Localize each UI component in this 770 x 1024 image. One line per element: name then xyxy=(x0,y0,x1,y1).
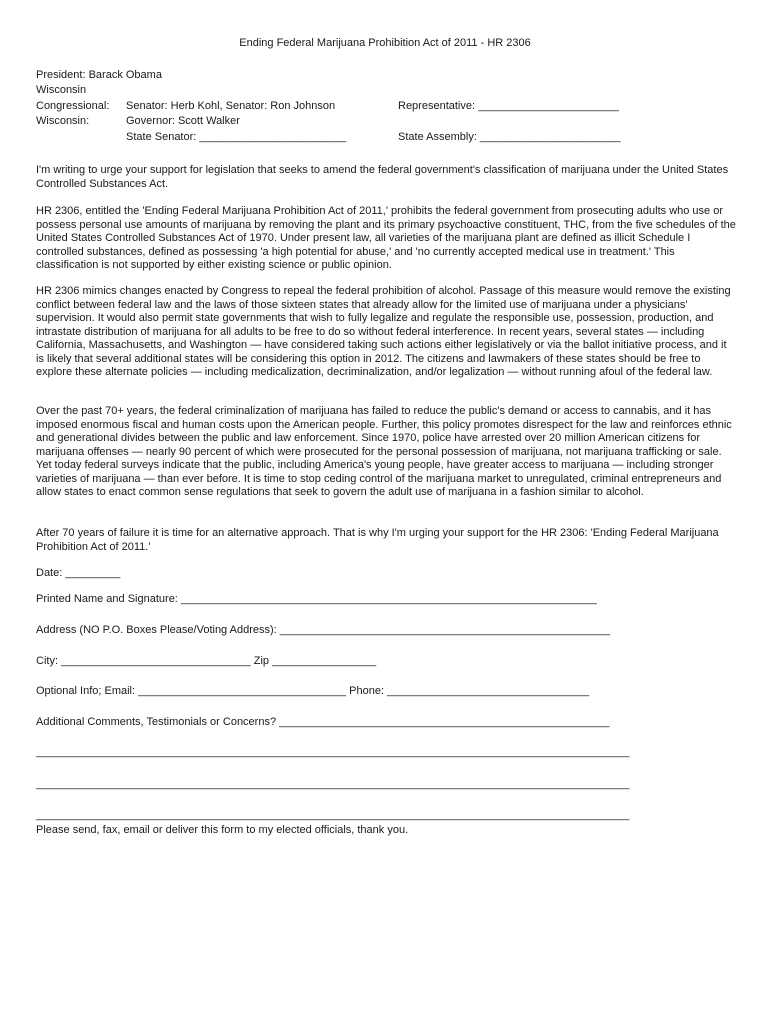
comments-blank-line-3[interactable]: _________________________________________________________________________________________________ xyxy=(36,809,630,821)
representative-line: Representative: _______________________ xyxy=(398,100,619,112)
comments-field[interactable]: Additional Comments, Testimonials or Concerns? ______________________________________________________ xyxy=(36,716,610,728)
state-line: Wisconsin xyxy=(36,84,87,96)
state-label: Wisconsin: xyxy=(36,115,90,127)
state-senator-line: State Senator: ________________________ xyxy=(126,131,347,143)
city-zip-field[interactable]: City: _______________________________ Zip _________________ xyxy=(36,655,377,667)
state-assembly-line: State Assembly: _______________________ xyxy=(398,131,621,143)
paragraph-intro: I'm writing to urge your support for legislation that seeks to amend the federal government's classification of marijuana under the United States Controlled Substances Act. xyxy=(36,164,729,190)
address-field[interactable]: Address (NO P.O. Boxes Please/Voting Address): ______________________________________________________ xyxy=(36,624,611,636)
congressional-label: Congressional: xyxy=(36,100,110,112)
comments-blank-line-1[interactable]: _________________________________________________________________________________________________ xyxy=(36,746,630,758)
paragraph-bill-description: HR 2306, entitled the 'Ending Federal Marijuana Prohibition Act of 2011,' prohibits the federal government from prosecuting adults who use or possess personal use amounts of marijuana by removing the plant and its primary psychoactive constituent, THC, from the five schedules of the United States Controlled Substances Act of 1970. Under present law, all varieties of the marijuana plant are defined as illicit Schedule I controlled substances, defined as possessing 'a high potential for abuse,' and 'no currently accepted medical use in treatment.' This classification is not supported by either existing science or public opinion. xyxy=(36,205,736,271)
comments-blank-line-2[interactable]: _________________________________________________________________________________________________ xyxy=(36,778,630,790)
email-phone-field[interactable]: Optional Info; Email: __________________________________ Phone: _________________________________ xyxy=(36,685,589,697)
governor-line: Governor: Scott Walker xyxy=(126,115,240,127)
paragraph-criminalization: Over the past 70+ years, the federal criminalization of marijuana has failed to reduce the public's demand or access to cannabis, and it has imposed enormous fiscal and human costs upon the American people. Further, this policy promotes disrespect for the law and reinforces ethnic and generational divides between the public and law enforcement. Since 1970, police have arrested over 20 million American citizens for marijuana offenses — nearly 90 percent of which were prosecuted for the personal possession of marijuana, not marijuana trafficking or sale. Yet today federal surveys indicate that the public, including America's young people, have greater access to marijuana — including stronger varieties of marijuana — than ever before. It is time to stop ceding control of the marijuana market to unregulated, criminal entrepreneurs and allow states to enact common sense regulations that seek to govern the adult use of marijuana in a fashion similar to alcohol. xyxy=(36,405,732,498)
paragraph-alcohol-comparison: HR 2306 mimics changes enacted by Congress to repeal the federal prohibition of alcohol. Passage of this measure would remove the existing conflict between federal law and the laws of those sixteen states that already allow for the limited use of marijuana under a physicians' supervision. It would also permit state governments that wish to fully legalize and regulate the responsible use, possession, production, and intrastate distribution of marijuana for all adults to be free to do so without federal interference. In recent years, several states — including California, Massachusetts, and Washington — have considered taking such actions either legislatively or via the ballot initiative process, and it is likely that several additional states will be considering this option in 2012. The citizens and lawmakers of these states should be free to explore these alternate policies — including medicalization, decriminalization, and/or legalization — without running afoul of the federal law. xyxy=(36,285,731,378)
president-line: President: Barack Obama xyxy=(36,69,162,81)
paragraph-closing: After 70 years of failure it is time for an alternative approach. That is why I'm urging your support for the HR 2306: 'Ending Federal Marijuana Prohibition Act of 2011.' xyxy=(36,527,719,553)
name-signature-field[interactable]: Printed Name and Signature: ____________________________________________________________________ xyxy=(36,593,597,605)
document-title: Ending Federal Marijuana Prohibition Act of 2011 - HR 2306 xyxy=(239,37,531,49)
footer-instruction: Please send, fax, email or deliver this form to my elected officials, thank you. xyxy=(36,824,409,836)
senators-line: Senator: Herb Kohl, Senator: Ron Johnson xyxy=(126,100,336,112)
date-field[interactable]: Date: _________ xyxy=(36,567,121,579)
